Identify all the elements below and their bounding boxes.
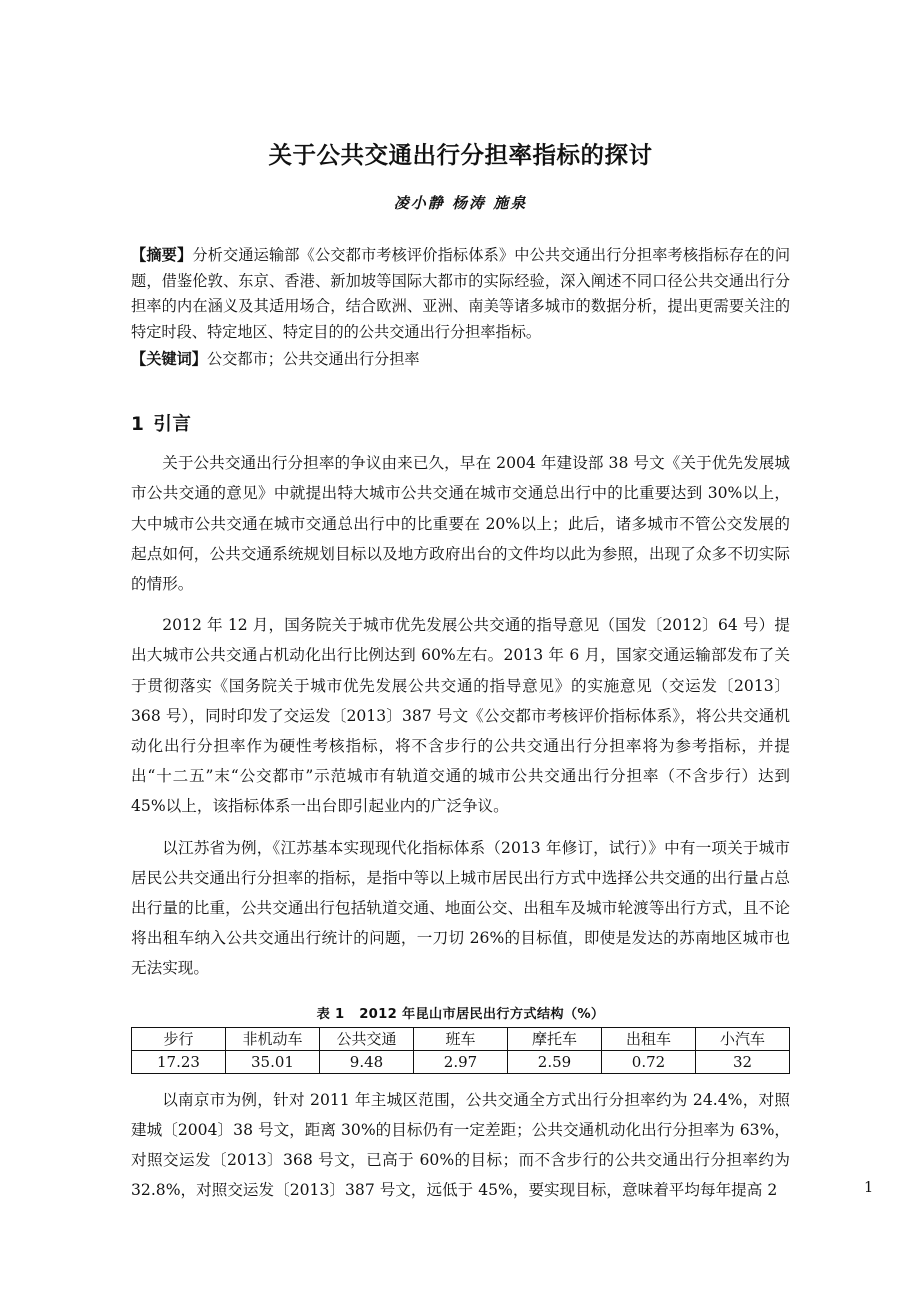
body-paragraph-1: 关于公共交通出行分担率的争议由来已久，早在 2004 年建设部 38 号文《关于优先发展城市公共交通的意见》中就提出特大城市公共交通在城市交通总出行中的比重要达到 30%以上，大中城市公共交通在城市交通总出行中的比重要在 20%以上；此后，诸多城市不管公交发展的起点如何，公共交通系统规划目标以及地方政府出台的文件均以此为参照，出现了众多不切实际的情形。 <box>131 454 790 593</box>
table-caption <box>131 1003 790 1022</box>
page-number: 1 <box>864 1180 874 1196</box>
travel-mode-table <box>131 1027 790 1074</box>
table-data-cell: 9.48 <box>320 1050 414 1073</box>
section-number: 1 <box>131 414 145 436</box>
table-header-cell: 步行 <box>132 1027 226 1050</box>
section-title: 引言 <box>153 414 192 436</box>
table-header-cell: 小汽车 <box>696 1027 790 1050</box>
author-line: 凌小静 杨涛 施泉 <box>393 194 528 213</box>
page-title: 关于公共交通出行分担率指标的探讨 <box>268 141 653 169</box>
abstract-block <box>131 243 790 345</box>
table-block <box>131 1003 790 1074</box>
table-header-cell: 出租车 <box>602 1027 696 1050</box>
body-paragraph-2: 2012 年 12 月，国务院关于城市优先发展公共交通的指导意见（国发〔2012〕64 号）提出大城市公共交通占机动化出行比例达到 60%左右。2013 年 6 月，国家交通运输部发布了关于贯彻落实《国务院关于城市优先发展公共交通的指导意见》的实施意见（交运发〔2013〕368 号），同时印发了交运发〔2013〕387 号文《公交都市考核评价指标体系》，将公共交通机动化出行分担率作为硬性考核指标，将不含步行的公共交通出行分担率将为参考指标，并提出“十二五”末“公交都市”示范城市有轨道交通的城市公共交通出行分担率（不含步行）达到 45%以上，该指标体系一出台即引起业内的广泛争议。 <box>131 616 790 816</box>
abstract-label: 【摘要】 <box>131 246 193 265</box>
table-data-cell: 35.01 <box>226 1050 320 1073</box>
keywords-block <box>131 347 790 373</box>
table-header-row <box>132 1027 790 1050</box>
abstract-paragraph <box>131 243 790 345</box>
table-header-cell: 班车 <box>414 1027 508 1050</box>
abstract-text: 分析交通运输部《公交都市考核评价指标体系》中公共交通出行分担率考核指标存在的问题，借鉴伦敦、东京、香港、新加坡等国际大都市的实际经验，深入阐述不同口径公共交通出行分担率的内在涵义及其适用场合，结合欧洲、亚洲、南美等诸多城市的数据分析，提出更需要关注的特定时段、特定地区、特定目的的公共交通出行分担率指标。 <box>131 246 791 341</box>
keywords-label: 【关键词】 <box>131 349 207 368</box>
table-header-cell: 非机动车 <box>226 1027 320 1050</box>
body-paragraph-4: 以南京市为例，针对 2011 年主城区范围，公共交通全方式出行分担率约为 24.4%，对照建城〔2004〕38 号文，距离 30%的目标仍有一定差距；公共交通机动化出行分担率为 63%，对照交运发〔2013〕368 号文，已高于 60%的目标；而不含步行的公共交通出行分担率约为 32.8%，对照交运发〔2013〕387 号文，远低于 45%，要实现目标，意味着平均每年提高 2 <box>131 1090 790 1200</box>
section-heading-introduction <box>131 372 790 436</box>
table-data-cell: 32 <box>696 1050 790 1073</box>
table-data-cell: 0.72 <box>602 1050 696 1073</box>
table-row <box>132 1050 790 1073</box>
table-caption-label: 表 1 <box>316 1006 345 1022</box>
table-data-cell: 2.97 <box>414 1050 508 1073</box>
body-paragraph-3: 以江苏省为例，《江苏基本实现现代化指标体系（2013 年修订，试行）》中有一项关于城市居民公共交通出行分担率的指标，是指中等以上城市居民出行方式中选择公共交通的出行量占总出行量的比重，公共交通出行包括轨道交通、地面公交、出租车及城市轮渡等出行方式，且不论将出租车纳入公共交通出行统计的问题，一刀切 26%的目标值，即使是发达的苏南地区城市也无法实现。 <box>131 838 790 978</box>
page-content <box>131 0 790 1205</box>
table-header-cell: 摩托车 <box>508 1027 602 1050</box>
keywords-text: 公交都市；公共交通出行分担率 <box>206 349 420 368</box>
table-data-cell: 17.23 <box>132 1050 226 1073</box>
table-caption-text: 2012 年昆山市居民出行方式结构（%） <box>359 1006 605 1022</box>
table-header-cell: 公共交通 <box>320 1027 414 1050</box>
table-data-cell: 2.59 <box>508 1050 602 1073</box>
